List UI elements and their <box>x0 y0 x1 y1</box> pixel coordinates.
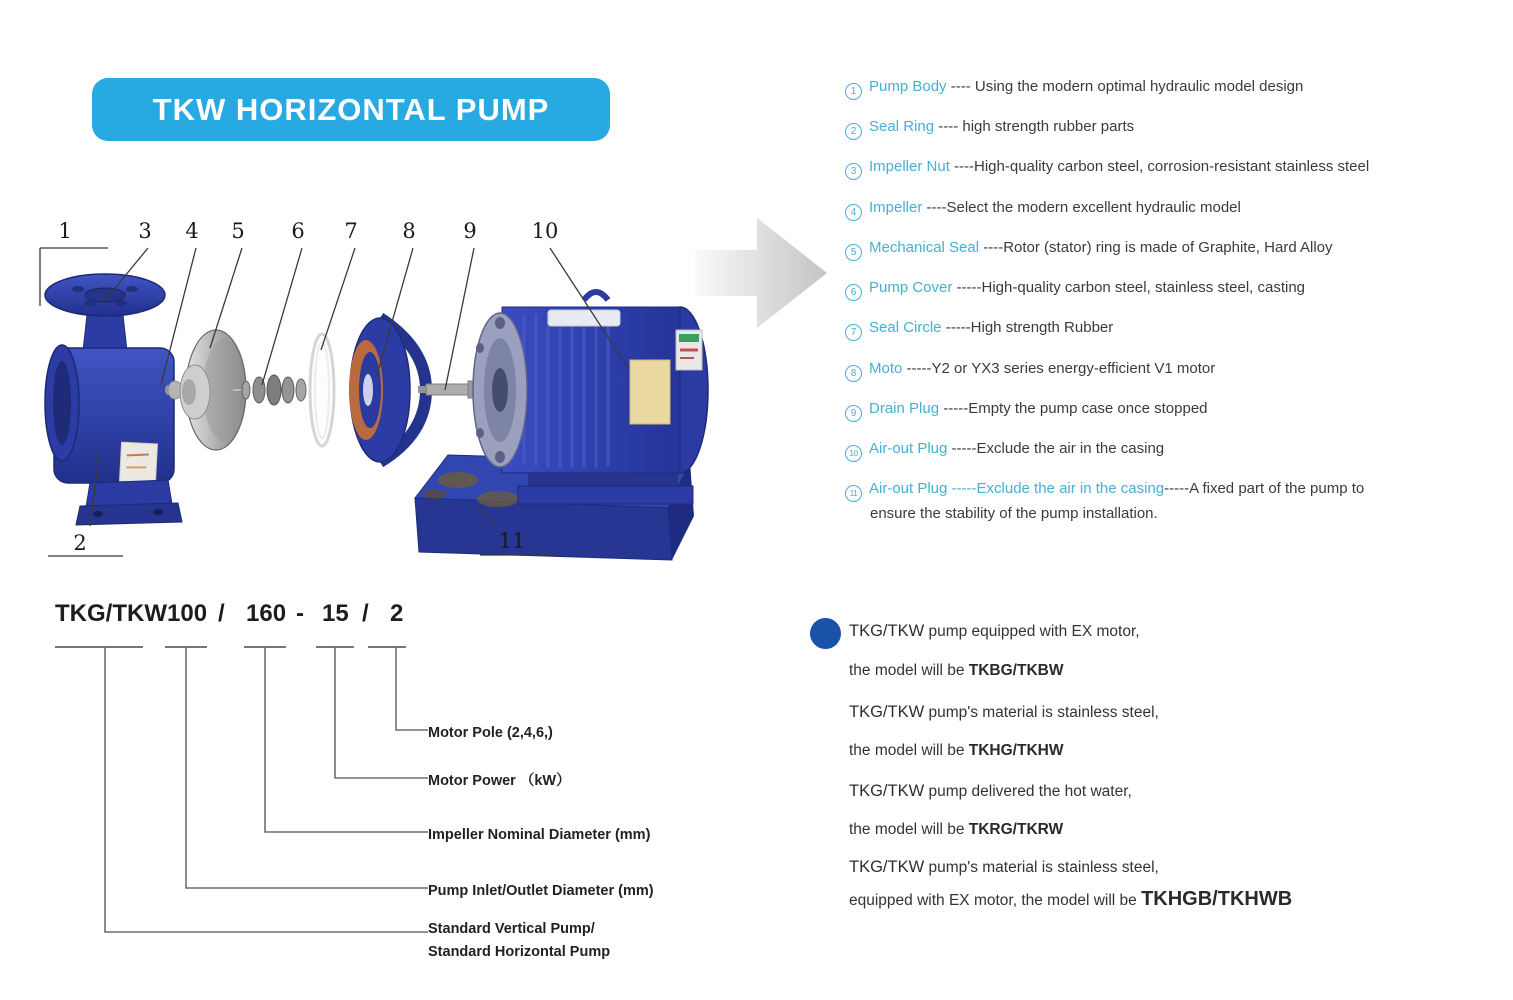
pump-body <box>45 274 182 525</box>
part-label: Air-out Plug <box>869 440 948 457</box>
note-line: the model will be TKBG/TKBW <box>849 662 1064 679</box>
note-line: TKG/TKW pump equipped with EX motor, <box>849 622 1140 640</box>
part-number-badge: 4 <box>845 204 862 221</box>
callout-5: 5 <box>231 219 245 243</box>
model-segment-slash2: / <box>362 600 369 627</box>
part-label: Mechanical Seal <box>869 239 980 256</box>
model-label-inlet: Pump Inlet/Outlet Diameter (mm) <box>428 883 654 899</box>
note-line: TKG/TKW pump's material is stainless steel, <box>849 703 1159 721</box>
model-name: TKHGB/TKHWB <box>1141 888 1293 910</box>
list-item <box>845 480 1364 522</box>
model-segment-pole: 2 <box>390 600 404 627</box>
part-number-badge: 2 <box>845 123 862 140</box>
list-item <box>845 239 1333 261</box>
part-label: Drain Plug <box>869 400 940 417</box>
part-label: Pump Body <box>869 78 947 95</box>
note-line: TKG/TKW pump delivered the hot water, <box>849 782 1132 800</box>
part-description: ----High-quality carbon steel, corrosion-resistant stainless steel <box>949 158 1370 175</box>
model-segment-series: TKG/TKW <box>55 600 167 627</box>
part-description: ---- high strength rubber parts <box>934 118 1135 135</box>
page-title: TKW HORIZONTAL PUMP <box>152 91 550 127</box>
part-description: -----Empty the pump case once stopped <box>939 400 1208 417</box>
part-number-badge: 7 <box>845 324 862 341</box>
part-label: Seal Circle <box>869 319 942 336</box>
list-item <box>845 360 1215 382</box>
model-code-connector-lines <box>40 595 700 990</box>
part-description: -----High strength Rubber <box>941 319 1114 336</box>
list-item <box>845 78 1303 100</box>
part-label: Pump Cover <box>869 279 953 296</box>
seal-circle <box>310 334 334 446</box>
arrow-right-icon <box>695 208 830 338</box>
callout-9: 9 <box>463 219 477 243</box>
model-label-pole: Motor Pole (2,4,6,) <box>428 725 553 741</box>
part-description: -----Y2 or YX3 series energy-efficient V1 motor <box>902 360 1216 377</box>
part-number-badge: 3 <box>845 163 862 180</box>
part-number-badge: 9 <box>845 405 862 422</box>
part-description: -----Exclude the air in the casing <box>947 440 1165 457</box>
callout-8: 8 <box>402 219 416 243</box>
model-segment-dash: - <box>296 600 304 627</box>
list-item <box>845 319 1113 341</box>
part-description: ---- Using the modern optimal hydraulic model design <box>946 78 1304 95</box>
part-label: Impeller Nut <box>869 158 950 175</box>
exploded-pump-diagram <box>28 198 743 576</box>
model-segment-slash1: / <box>218 600 225 627</box>
model-name: TKHG/TKHW <box>968 742 1064 759</box>
part-description: ----Select the modern excellent hydraulic model <box>922 199 1241 216</box>
part-label-extra: -----Exclude the air in the casing <box>947 480 1165 497</box>
list-item <box>845 158 1369 180</box>
callout-11: 11 <box>498 529 526 553</box>
callout-10: 10 <box>531 219 559 243</box>
list-item <box>845 400 1208 422</box>
list-item <box>845 440 1164 462</box>
title-banner <box>92 78 610 141</box>
model-name: TKRG/TKRW <box>968 821 1064 838</box>
model-name: TKBG/TKBW <box>968 662 1064 679</box>
model-segment-inlet: 100 <box>167 600 208 627</box>
callout-4: 4 <box>185 219 199 243</box>
model-label-series-2: Standard Horizontal Pump <box>428 944 611 960</box>
model-segment-power: 15 <box>322 600 349 627</box>
note-line: TKG/TKW pump's material is stainless steel, <box>849 858 1159 876</box>
part-number-badge: 10 <box>845 445 862 462</box>
bullet-dot-icon <box>810 618 841 649</box>
part-number-badge: 6 <box>845 284 862 301</box>
model-label-series-1: Standard Vertical Pump/ <box>428 921 595 937</box>
callout-6: 6 <box>291 219 305 243</box>
list-item <box>845 118 1134 140</box>
model-label-impeller: Impeller Nominal Diameter (mm) <box>428 827 651 843</box>
list-item <box>845 199 1241 221</box>
part-number-badge: 11 <box>845 485 862 502</box>
note-line: equipped with EX motor, the model will be TKHGB/TKHWB <box>849 888 1293 910</box>
part-number-badge: 8 <box>845 365 862 382</box>
note-line: the model will be TKHG/TKHW <box>849 742 1064 759</box>
part-description: -----A fixed part of the pump to <box>1164 480 1365 497</box>
callout-3: 3 <box>138 219 152 243</box>
part-description: -----High-quality carbon steel, stainless steel, casting <box>952 279 1306 296</box>
list-item <box>845 279 1305 301</box>
part-label: Impeller <box>869 199 923 216</box>
note-line: the model will be TKRG/TKRW <box>849 821 1064 838</box>
part-label: Seal Ring <box>869 118 935 135</box>
part-description-line2: ensure the stability of the pump installation. <box>870 505 1158 522</box>
part-number-badge: 1 <box>845 83 862 100</box>
callout-1: 1 <box>58 219 72 243</box>
part-label: Moto <box>869 360 903 377</box>
model-segment-impeller: 160 <box>246 600 287 627</box>
callout-2: 2 <box>73 531 87 555</box>
part-label: Air-out Plug <box>869 480 948 497</box>
model-label-power: Motor Power （kW） <box>428 773 571 789</box>
callout-7: 7 <box>344 219 358 243</box>
part-number-badge: 5 <box>845 244 862 261</box>
part-description: ----Rotor (stator) ring is made of Graphite, Hard Alloy <box>979 239 1333 256</box>
